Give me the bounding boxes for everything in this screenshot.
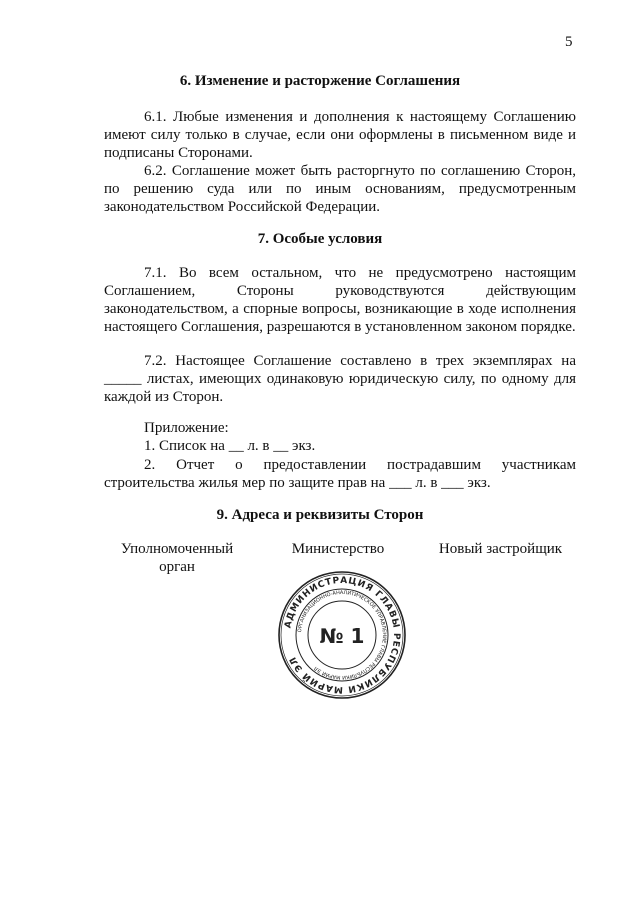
section-7-paragraph-1: 7.1. Во всем остальном, что не предусмотрено настоящим Соглашением, Стороны руководствуются действующим законодательством, а спорные вопросы, возникающие в ходе исполнения настоящего Соглашения, разрешаются в установленном законом порядке. (104, 265, 576, 335)
party-authorized-body: Уполномоченный орган (120, 541, 234, 575)
section-6-paragraph-1: 6.1. Любые изменения и дополнения к настоящему Соглашению имеют силу только в случае, если они оформлены в письменном виде и подписаны Сторонами. (104, 109, 576, 161)
appendix-item-2: 2. Отчет о предоставлении пострадавшим участникам строительства жилья мер по защите прав на ___ л. в ___ экз. (104, 457, 576, 491)
section-6-title: 6. Изменение и расторжение Соглашения (179, 73, 461, 89)
section-7-title: 7. Особые условия (257, 231, 383, 247)
appendix-item-1: 1. Список на __ л. в __ экз. (144, 438, 316, 454)
stamp-outer-text: АДМИНИСТРАЦИЯ ГЛАВЫ РЕСПУБЛИКИ МАРИЙ ЭЛ (283, 575, 402, 695)
section-6-paragraph-2: 6.2. Соглашение может быть расторгнуто по соглашению Сторон, по решению суда или по иным основаниям, предусмотренным законодательством Российской Федерации. (104, 163, 576, 215)
appendix-label: Приложение: (144, 420, 229, 436)
section-9-title: 9. Адреса и реквизиты Сторон (216, 507, 424, 523)
stamp-inner-text: ОРГАНИЗАЦИОННО-АНАЛИТИЧЕСКОЕ УПРАВЛЕНИЕ ГЛАВЫ РЕСПУБЛИКИ МАРИЙ ЭЛ (297, 589, 388, 681)
party-new-developer: Новый застройщик (438, 541, 563, 557)
party-ministry: Министерство (291, 541, 385, 557)
section-7-paragraph-2: 7.2. Настоящее Соглашение составлено в трех экземплярах на _____ листах, имеющих одинаковую юридическую силу, по одному для каждой из Сторон. (104, 353, 576, 405)
official-stamp (277, 570, 407, 700)
stamp-number: № 1 (319, 624, 365, 648)
page-number: 5 (565, 34, 573, 50)
